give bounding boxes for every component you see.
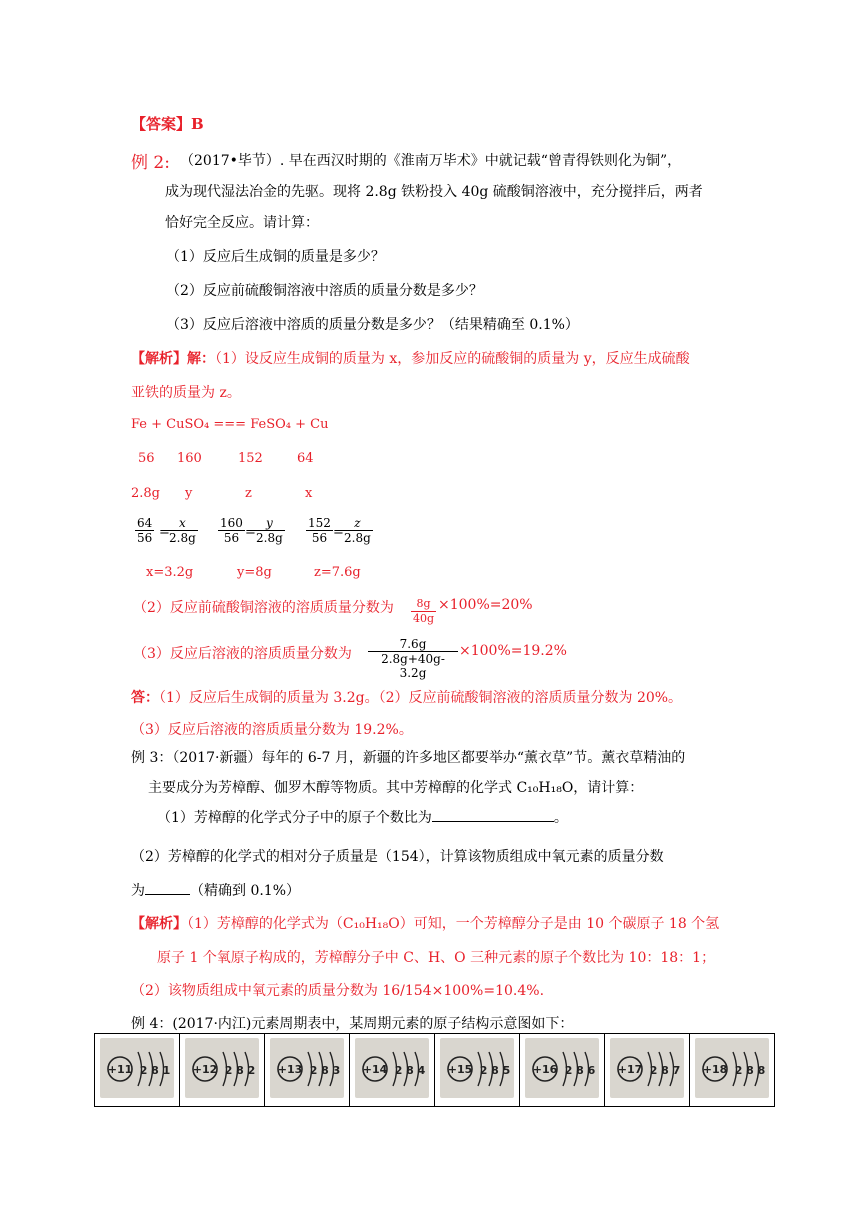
atom-cell <box>690 1034 775 1107</box>
atom-diagram-svg <box>270 1038 344 1098</box>
atom-cell <box>605 1034 690 1107</box>
answer-blank-2[interactable] <box>145 894 190 895</box>
ratio-fraction-2-left: $\frac{160}{56}$ <box>220 516 243 545</box>
electron-counts: 2 8 2 <box>224 1064 256 1077</box>
unknown-x: x <box>305 486 313 501</box>
atom-diagram-svg <box>695 1038 769 1098</box>
example3-q2-suffix: （精确到 0.1%） <box>190 883 301 899</box>
atom-cell <box>265 1034 350 1107</box>
part2-suffix: ×100%=20% <box>438 597 533 613</box>
atom-structure-diagram <box>610 1038 684 1098</box>
part2-prefix: （2）反应前硫酸铜溶液的溶质质量分数为 <box>133 600 394 616</box>
electron-counts: 2 8 6 <box>564 1064 596 1077</box>
example3-q1 <box>157 807 568 827</box>
part3-prefix: （3）反应后溶液的溶质质量分数为 <box>133 646 352 662</box>
atom-structure-table <box>94 1033 775 1107</box>
nucleus-charge: +14 <box>362 1063 388 1076</box>
chemical-equation: Fe + CuSO₄ === FeSO₄ + Cu <box>131 417 329 432</box>
solution3-line1 <box>131 913 719 933</box>
result-z: z=7.6g <box>314 565 361 580</box>
mass-152: 152 <box>238 451 263 466</box>
atom-cell <box>435 1034 520 1107</box>
unknown-y: y <box>185 486 193 501</box>
example3-q1-end: 。 <box>553 810 568 826</box>
unknown-z: z <box>245 486 252 501</box>
solution2-jie: 解： <box>187 351 215 367</box>
atom-diagram-svg <box>355 1038 429 1098</box>
electron-counts: 2 8 7 <box>649 1064 681 1077</box>
answer2-line2: （3）反应后溶液的溶质质量分数为 19.2%。 <box>131 722 413 738</box>
solution2-tag: 【解析】 <box>131 351 187 367</box>
example3-q2-prefix: 为 <box>131 883 145 899</box>
nucleus-charge: +17 <box>617 1063 643 1076</box>
answer2-line1 <box>131 687 682 707</box>
example2-line3: 恰好完全反应。请计算： <box>165 215 319 231</box>
answer-tag: 【答案】 <box>131 115 192 133</box>
electron-counts: 2 8 8 <box>734 1064 766 1077</box>
ratio-fraction-3-right: $\frac{z}{2.8g}$ <box>344 516 371 545</box>
electron-counts: 2 8 4 <box>394 1064 426 1077</box>
atom-cell <box>520 1034 605 1107</box>
solution2-line1 <box>131 348 690 368</box>
example2-line2: 成为现代湿法冶金的先驱。现将 2.8g 铁粉投入 40g 硫酸铜溶液中，充分搅拌后，两者 <box>165 184 703 200</box>
example2-q1: （1）反应后生成铜的质量是多少？ <box>166 249 385 265</box>
nucleus-charge: +12 <box>192 1063 218 1076</box>
solution3-line3: （2）该物质组成中氧元素的质量分数为 16/154×100%=10.4%. <box>131 983 545 999</box>
atom-cell <box>180 1034 265 1107</box>
part3-suffix: ×100%=19.2% <box>459 643 567 659</box>
part3-fraction: $\frac{7.6g}{2.8g+40g-3.2g}$ <box>368 637 458 680</box>
nucleus-charge: +16 <box>532 1063 558 1076</box>
ratio-fraction-3-left: $\frac{152}{56}$ <box>308 516 331 545</box>
unknown-2-8g: 2.8g <box>131 486 160 501</box>
nucleus-charge: +13 <box>277 1063 303 1076</box>
atom-diagram-svg <box>610 1038 684 1098</box>
solution3-line2: 原子 1 个氧原子构成的，芳樟醇分子中 C、H、O 三种元素的原子个数比为 10：18：1； <box>157 950 716 966</box>
answer-value: B <box>191 115 204 133</box>
nucleus-charge: +15 <box>447 1063 473 1076</box>
mass-56: 56 <box>138 451 155 466</box>
atom-structure-diagram <box>355 1038 429 1098</box>
mass-64: 64 <box>297 451 314 466</box>
answer2-tag: 答： <box>131 690 159 706</box>
atom-diagram-svg <box>525 1038 599 1098</box>
atom-structure-diagram <box>525 1038 599 1098</box>
atom-diagram-svg <box>100 1038 174 1098</box>
solution3-tag: 【解析】 <box>131 916 187 932</box>
example2-q2: （2）反应前硫酸铜溶液中溶质的质量分数是多少？ <box>166 283 483 299</box>
electron-counts: 2 8 3 <box>309 1064 341 1077</box>
result-x: x=3.2g <box>146 565 194 580</box>
example2-label: 例 2: <box>131 153 170 173</box>
result-y: y=8g <box>237 565 272 580</box>
nucleus-charge: +11 <box>107 1063 133 1076</box>
electron-counts: 2 8 5 <box>479 1064 511 1077</box>
example3-line2: 主要成分为芳樟醇、伽罗木醇等物质。其中芳樟醇的化学式 C₁₀H₁₈O，请计算： <box>148 780 644 796</box>
atom-row <box>95 1034 775 1107</box>
example2-q3: （3）反应后溶液中溶质的质量分数是多少？（结果精确至 0.1%） <box>166 317 579 333</box>
ratio-3-equals: = <box>333 525 344 540</box>
atom-cell <box>95 1034 180 1107</box>
solution2-text1: （1）设反应生成铜的质量为 x，参加反应的硫酸铜的质量为 y，反应生成硫酸 <box>215 351 690 367</box>
atom-diagram-svg <box>185 1038 259 1098</box>
atom-structure-diagram <box>440 1038 514 1098</box>
example3-line1: 例 3：（2017·新疆）每年的 6-7 月，新疆的许多地区都要举办“薰衣草”节。薰衣草精油的 <box>131 750 686 766</box>
atom-diagram-svg <box>440 1038 514 1098</box>
mass-160: 160 <box>177 451 202 466</box>
answer-blank-1[interactable] <box>432 821 554 822</box>
atom-structure-diagram <box>270 1038 344 1098</box>
ratio-fraction-1-right: $\frac{x}{2.8g}$ <box>169 516 196 545</box>
atom-structure-diagram <box>695 1038 769 1098</box>
example3-q2-line2 <box>131 880 300 900</box>
answer2-text1: （1）反应后生成铜的质量为 3.2g。（2）反应前硫酸铜溶液的溶质质量分数为 20%。 <box>159 690 683 706</box>
ratio-fraction-1-left: $\frac{64}{56}$ <box>137 516 153 545</box>
example2-line1: （2017•毕节）. 早在西汉时期的《淮南万毕术》中就记载“曾青得铁则化为铜”， <box>180 153 682 169</box>
atom-cell <box>350 1034 435 1107</box>
solution2-line2: 亚铁的质量为 z。 <box>131 385 241 401</box>
ratio-2-equals: = <box>245 525 256 540</box>
solution3-text1: （1）芳樟醇的化学式为（C₁₀H₁₈O）可知，一个芳樟醇分子是由 10 个碳原子 18 个氢 <box>187 916 720 932</box>
ratio-fraction-2-right: $\frac{y}{2.8g}$ <box>256 516 283 545</box>
example3-q1-text: （1）芳樟醇的化学式分子中的原子个数比为 <box>157 810 432 826</box>
nucleus-charge: +18 <box>702 1063 728 1076</box>
atom-structure-diagram <box>100 1038 174 1098</box>
example4-line: 例 4：(2017·内江)元素周期表中，某周期元素的原子结构示意图如下： <box>131 1016 574 1032</box>
electron-counts: 2 8 1 <box>139 1064 171 1077</box>
part2-fraction: $\frac{8g}{40g}$ <box>413 597 435 625</box>
example3-q2-line1: （2）芳樟醇的化学式的相对分子质量是（154），计算该物质组成中氧元素的质量分数 <box>131 849 664 865</box>
atom-structure-diagram <box>185 1038 259 1098</box>
ratio-1-equals: = <box>159 525 170 540</box>
answer-line <box>131 113 204 134</box>
